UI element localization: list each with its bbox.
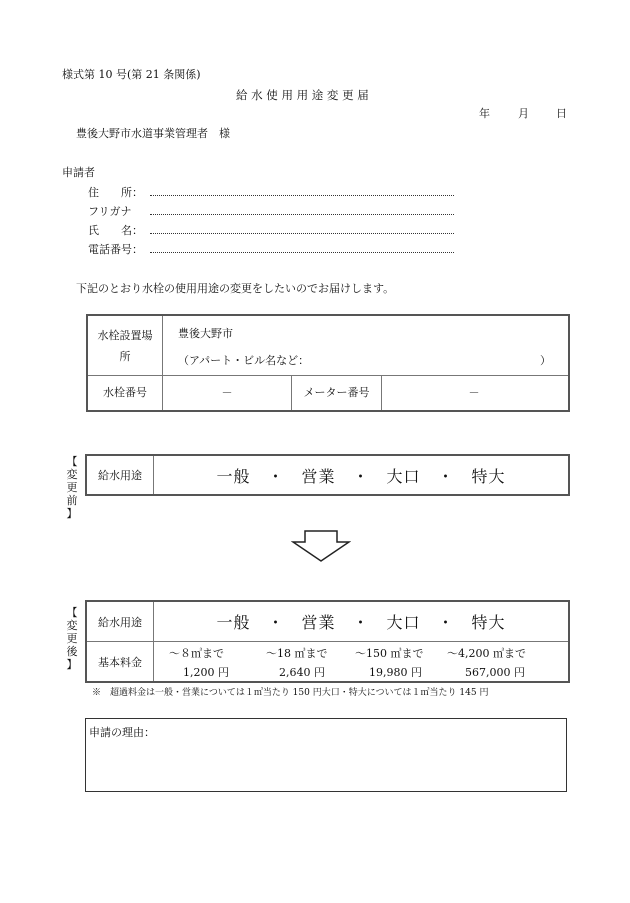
fee-price: 1,200 円 <box>183 666 229 679</box>
name-label: 氏 名： <box>88 224 143 237</box>
phone-label: 電話番号： <box>88 243 143 256</box>
location-city: 豊後大野市 <box>178 327 233 340</box>
after-usage-table <box>85 600 570 683</box>
address-label: 住 所： <box>88 186 143 199</box>
date-day: 日 <box>556 107 567 120</box>
before-usage-table <box>85 454 570 496</box>
overage-note: ※ 超過料金は一般・営業については１㎥当たり 150 円大口・特大については１㎥当たり 145 円 <box>92 688 489 698</box>
faucet-no-label: 水栓番号 <box>103 386 147 399</box>
furigana-label: フリガナ <box>88 205 132 218</box>
meter-no-label: メーター番号 <box>303 386 370 399</box>
faucet-no-value[interactable]: － <box>221 386 233 399</box>
apartment-close: ） <box>540 354 551 367</box>
fee-range: ～150 ㎥まで <box>355 647 424 660</box>
location-table <box>86 314 570 412</box>
fee-range: ～4,200 ㎥まで <box>447 647 526 660</box>
date-year: 年 <box>479 107 490 120</box>
after-side-label: 【 変 更 後 】 <box>66 606 78 671</box>
intro-text: 下記のとおり水栓の使用用途の変更をしたいのでお届けします。 <box>76 282 395 295</box>
fee-price: 19,980 円 <box>369 666 422 679</box>
meter-no-value[interactable]: － <box>468 386 480 399</box>
after-usage-label: 給水用途 <box>98 615 142 629</box>
apartment-note: （アパート・ビル名など： <box>178 354 310 367</box>
fee-range: ～８㎥まで <box>169 647 224 660</box>
after-usage-options[interactable]: 一般 ・ 営業 ・ 大口 ・ 特大 <box>216 613 506 632</box>
applicant-heading: 申請者 <box>62 166 95 179</box>
fee-label: 基本料金 <box>98 655 142 669</box>
date-month: 月 <box>518 107 529 120</box>
reason-label: 申請の理由： <box>89 726 155 739</box>
furigana-field[interactable] <box>150 214 454 215</box>
down-arrow-icon <box>291 530 351 562</box>
phone-field[interactable] <box>150 252 454 253</box>
form-number: 様式第 10 号(第 21 条関係) <box>62 68 201 81</box>
before-usage-label: 給水用途 <box>98 469 142 482</box>
location-label: 水栓設置場 所 <box>97 328 153 363</box>
before-side-label: 【 変 更 前 】 <box>66 455 78 520</box>
fee-range: ～18 ㎥まで <box>266 647 328 660</box>
address-field[interactable] <box>150 195 454 196</box>
addressee: 豊後大野市水道事業管理者 様 <box>76 127 230 140</box>
before-usage-options[interactable]: 一般 ・ 営業 ・ 大口 ・ 特大 <box>216 466 506 486</box>
fee-price: 2,640 円 <box>279 666 325 679</box>
fee-price: 567,000 円 <box>465 666 525 679</box>
name-field[interactable] <box>150 233 454 234</box>
page-title: 給 水 使 用 用 途 変 更 届 <box>236 88 369 102</box>
reason-box[interactable] <box>85 718 567 792</box>
